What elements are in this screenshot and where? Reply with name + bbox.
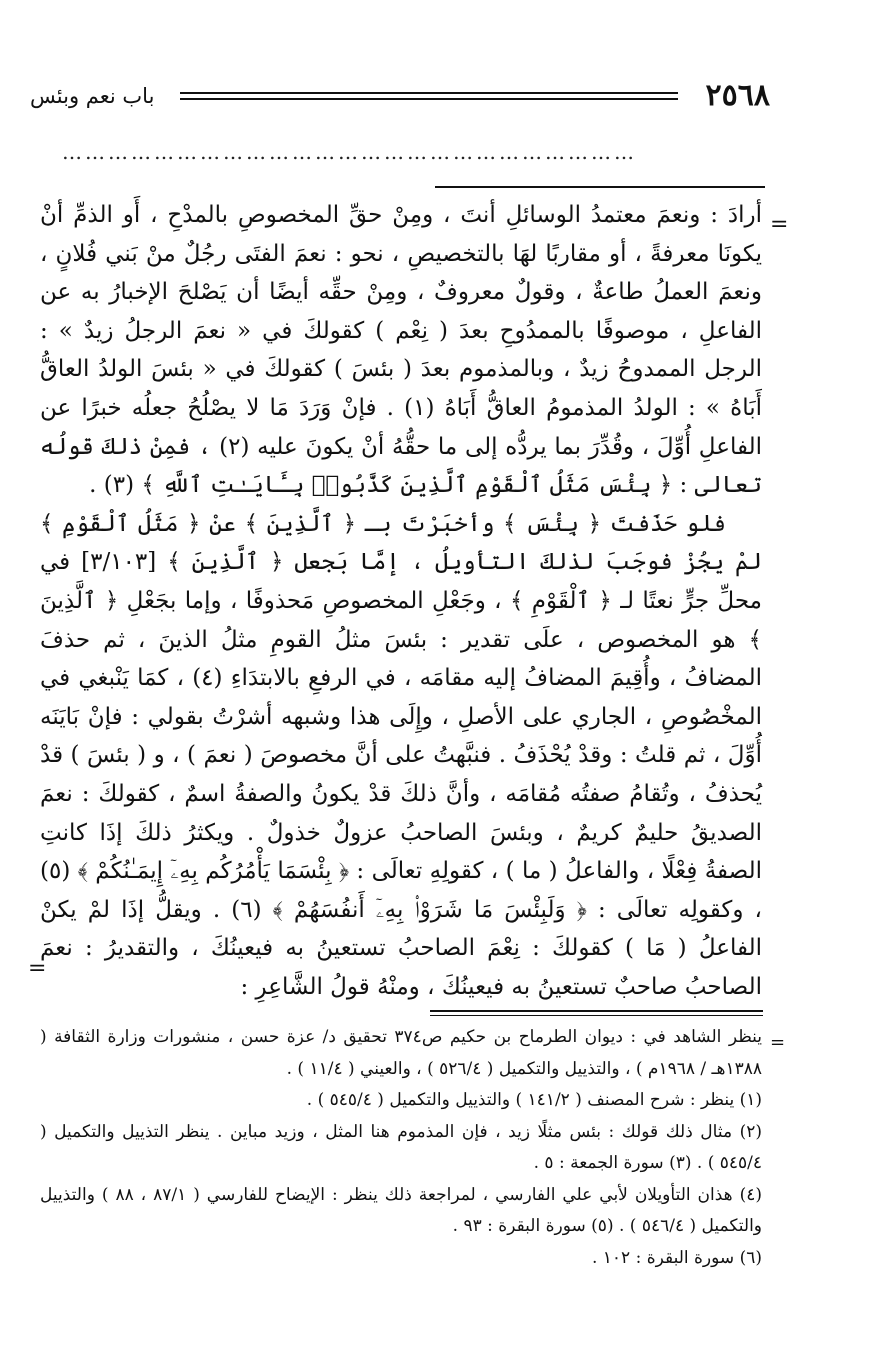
footnote: ينظر الشاهد في : ديوان الطرماح بن حكيم ص٣٧٤ تحقيق د/ عزة حسن ، منشورات وزارة الثقافة ( ١٣٨٨هـ / ١٩٦٨م ) ، والتذييل والتكميل ( ٥٢٦/٤ ) ، والعيني ( ١١/٤ ) . [40,1027,762,1079]
header-rule [180,92,678,100]
body-paragraph: أرادَ : ونعمَ معتمدُ الوسائلِ أنتَ ، ومِنْ حقِّ المخصوصِ بالمدْحِ ، أَو الذمِّ أنْ يكونَا معرفةً ، أو مقاربًا لهَا بالتخصيصِ ، نحو : نعمَ الفتَى رجُلٌ منْ بَني فُلانٍ ، ونعمَ العملُ طاعةٌ ، وقولٌ معروفٌ ، ومِنْ حقِّه أيضًا أن يَصْلحَ الإخبارُ به عن الفاعلِ ، موصوفًا بالممدُوحِ بعدَ ( نِعْم ) كقولكَ في « نعمَ الرجلُ زيدٌ » : الرجل الممدوحُ زيدٌ ، وبالمذموم بعدَ ( بئسَ ) كقولكَ في « بئسَ الولدُ العاقُّ أَبَاهُ » : الولدُ المذمومُ العاقُّ أَبَاهُ (١) . فإنْ وَرَدَ مَا لا يصْلُحُ جعلُه خبرًا عن الفاعلِ أُوِّلَ ، وقُدِّرَ بما يردُّه إلى ما حقُّهُ أنْ يكونَ عليه (٢) ، فمِنْ ذلكَ قولُه تعالى : ﴿ بِئْسَ مَثَلُ ٱلْقَوْمِ ٱلَّذِينَ كَذَّبُوا۟ بِـَٔايَـٰتِ ٱللَّهِ ﴾ (٣) . [40,202,763,499]
footnote-rule [430,1010,763,1016]
footnotes [40,1022,762,1274]
page-number: ٢٥٦٨ [705,78,770,113]
footnote-continuation-mark: = [770,1032,786,1053]
dotted-separator: ………………………………………………………………… [62,142,637,162]
footnote: (٢) مثال ذلك قولك : بئس مثلًا زيد ، فإن المذموم هنا المثل ، وزيد مباين . ينظر التذييل والتكميل ( ٥٤٥/٤ ) . (٣) سورة الجمعة : ٥ . [40,1121,762,1173]
footnote: (١) ينظر : شرح المصنف ( ١٤١/٢ ) والتذييل والتكميل ( ٥٤٥/٤ ) . [306,1090,762,1110]
body-paragraph: فلو حَذَفتَ ﴿ بِئْسَ ﴾ وأخبَرْتَ بـ ﴿ ٱلَّذِينَ ﴾ عنْ ﴿ مَثَلُ ٱلْقَوْمِ ﴾ لمْ يجُزْ فوجَبَ لذلكَ التأويلُ ، إمَّا بَجعل ﴿ ٱلَّذِينَ ﴾ [٣/١٠٣] في محلِّ جرٍّ نعتًا لـ ﴿ ٱلْقَوْمِ ﴾ ، وجَعْلِ المخصوصِ مَحذوفًا ، وإما بجَعْلِ ﴿ ٱلَّذِينَ ﴾ هو المخصوص ، علَى تقدير : بئسَ مثلُ القومِ مثلُ الذينَ ، ثم حذفَ المضافُ ، وأُقِيمَ المضافُ إليه مقامَه ، في الرفعِ بالابتدَاءِ (٤) ، كمَا يَنْبغي في المخْصُوصِ ، الجاري على الأصلِ ، وإِلَى هذا وشبهه أشرْتُ بقولي : فإنْ بَايَنَه أُوِّلَ ، ثم قلتُ : وقدْ يُحْذَفُ . فنبَّهتُ على أنَّ مخصوصَ ( نعمَ ) ، و ( بئسَ ) قدْ يُحذفُ ، وتُقامُ صفتُه مُقامَه ، وأنَّ ذلكَ قدْ يكونُ والصفةُ اسمٌ ، كقولكَ : نعمَ الصديقُ حليمٌ كريمٌ ، وبئسَ الصاحبُ عزولٌ خذولٌ . ويكثرُ ذلكَ إذَا كانتِ الصفةُ فِعْلًا ، والفاعلُ ( ما ) ، كقولِهِ تعالَى : ﴿ بِئْسَمَا يَأْمُرُكُم بِهِۦٓ إِيمَـٰنُكُمْ ﴾ (٥) ، وكقولِه تعالَى : ﴿ وَلَبِئْسَ مَا شَرَوْا۟ بِهِۦٓ أَنفُسَهُمْ ﴾ (٦) . ويقلُّ إذَا لمْ يكنْ الفاعلُ ( مَا ) كقولكَ : نِعْمَ الصاحبُ تستعينُ به فيعينُكَ ، والتقديرُ : نعمَ الصاحبُ صاحبٌ تستعينُ به فيعينُكَ ، ومنْهُ قولُ الشَّاعِرِ : [40,510,762,1000]
footnote: (٤) هذان التأويلان لأبي علي الفارسي ، لمراجعة ذلك ينظر : الإيضاح للفارسي ( ٨٧/١ ، ٨٨ ) والتذييل والتكميل ( ٥٤٦/٤ ) . (٥) سورة البقرة : ٩٣ . [40,1184,763,1236]
text-top-rule [435,186,765,188]
main-text [40,196,762,1006]
continuation-mark-start: = [770,212,789,237]
page-header [30,78,770,114]
footnote: (٦) سورة البقرة : ١٠٢ . [591,1247,762,1268]
chapter-title: باب نعم وبئس [30,84,155,108]
continuation-mark-end: = [28,956,47,981]
